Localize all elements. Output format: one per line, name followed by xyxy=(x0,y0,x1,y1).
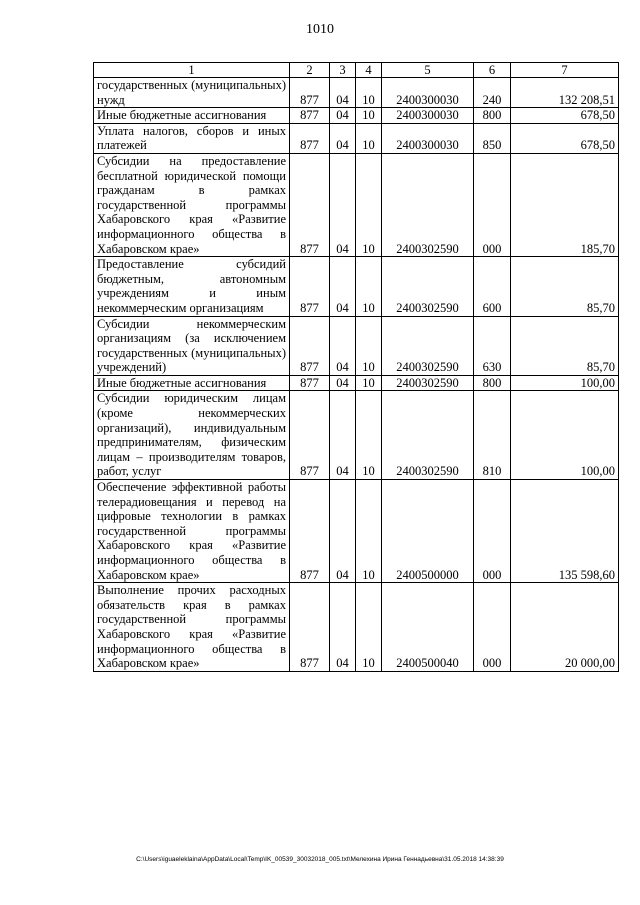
row-code-cell: 877 xyxy=(290,108,330,124)
row-section-cell: 04 xyxy=(330,78,356,108)
row-name-cell: Иные бюджетные ассигнования xyxy=(94,375,290,391)
row-target-cell: 2400302590 xyxy=(382,375,474,391)
row-amount-cell: 678,50 xyxy=(511,123,619,153)
row-amount-cell: 185,70 xyxy=(511,153,619,256)
row-section-cell: 04 xyxy=(330,257,356,316)
row-subsection-cell: 10 xyxy=(356,108,382,124)
header-cell-6: 6 xyxy=(474,63,511,78)
row-target-cell: 2400302590 xyxy=(382,316,474,375)
row-target-cell: 2400300030 xyxy=(382,78,474,108)
row-code-cell: 877 xyxy=(290,316,330,375)
row-code-cell: 877 xyxy=(290,375,330,391)
header-cell-4: 4 xyxy=(356,63,382,78)
row-subsection-cell: 10 xyxy=(356,480,382,583)
row-code-cell: 877 xyxy=(290,257,330,316)
header-cell-1: 1 xyxy=(94,63,290,78)
row-section-cell: 04 xyxy=(330,480,356,583)
row-target-cell: 2400302590 xyxy=(382,391,474,480)
row-subsection-cell: 10 xyxy=(356,153,382,256)
page-number: 1010 xyxy=(306,22,334,37)
row-code-cell: 877 xyxy=(290,153,330,256)
row-target-cell: 2400500040 xyxy=(382,583,474,672)
row-name-cell: Обеспечение эффективной работы телерадиовещания и перевод на цифровые технологии в рамках государственной программы Хабаровского края «Развитие информационного общества в Хабаровском крае» xyxy=(94,480,290,583)
row-type-cell: 850 xyxy=(474,123,511,153)
row-name-cell: Субсидии на предоставление бесплатной юридической помощи гражданам в рамках государственной программы Хабаровского края «Развитие информационного общества в Хабаровском крае» xyxy=(94,153,290,256)
row-name-cell: Иные бюджетные ассигнования xyxy=(94,108,290,124)
row-section-cell: 04 xyxy=(330,108,356,124)
row-type-cell: 600 xyxy=(474,257,511,316)
row-target-cell: 2400300030 xyxy=(382,123,474,153)
row-amount-cell: 85,70 xyxy=(511,316,619,375)
table-row xyxy=(94,123,619,153)
row-subsection-cell: 10 xyxy=(356,316,382,375)
table-row xyxy=(94,108,619,124)
table-row xyxy=(94,78,619,108)
table-row xyxy=(94,257,619,316)
row-section-cell: 04 xyxy=(330,153,356,256)
row-type-cell: 800 xyxy=(474,375,511,391)
row-target-cell: 2400300030 xyxy=(382,108,474,124)
header-cell-3: 3 xyxy=(330,63,356,78)
row-name-cell: Субсидии некоммерческим организациям (за исключением государственных (муниципальных) учреждений) xyxy=(94,316,290,375)
row-subsection-cell: 10 xyxy=(356,583,382,672)
row-name-cell: Выполнение прочих расходных обязательств края в рамках государственной программы Хабаровского края «Развитие информационного общества в Хабаровском крае» xyxy=(94,583,290,672)
row-subsection-cell: 10 xyxy=(356,257,382,316)
row-type-cell: 810 xyxy=(474,391,511,480)
row-name-cell: Предоставление субсидий бюджетным, автономным учреждениям и иным некоммерческим организациям xyxy=(94,257,290,316)
row-section-cell: 04 xyxy=(330,123,356,153)
table-row xyxy=(94,583,619,672)
row-type-cell: 800 xyxy=(474,108,511,124)
row-type-cell: 000 xyxy=(474,583,511,672)
table-row xyxy=(94,375,619,391)
row-name-cell: Субсидии юридическим лицам (кроме некоммерческих организаций), индивидуальным предпринимателям, физическим лицам – производителям товаров, работ, услуг xyxy=(94,391,290,480)
row-type-cell: 240 xyxy=(474,78,511,108)
row-code-cell: 877 xyxy=(290,391,330,480)
row-type-cell: 000 xyxy=(474,480,511,583)
header-cell-2: 2 xyxy=(290,63,330,78)
row-amount-cell: 85,70 xyxy=(511,257,619,316)
row-amount-cell: 135 598,60 xyxy=(511,480,619,583)
row-code-cell: 877 xyxy=(290,78,330,108)
row-subsection-cell: 10 xyxy=(356,78,382,108)
row-subsection-cell: 10 xyxy=(356,123,382,153)
row-amount-cell: 100,00 xyxy=(511,391,619,480)
table-row xyxy=(94,153,619,256)
header-row xyxy=(94,63,619,78)
row-code-cell: 877 xyxy=(290,480,330,583)
row-code-cell: 877 xyxy=(290,123,330,153)
row-type-cell: 630 xyxy=(474,316,511,375)
row-target-cell: 2400500000 xyxy=(382,480,474,583)
table-row xyxy=(94,480,619,583)
budget-table xyxy=(93,62,619,672)
row-subsection-cell: 10 xyxy=(356,375,382,391)
row-type-cell: 000 xyxy=(474,153,511,256)
table-row xyxy=(94,391,619,480)
row-subsection-cell: 10 xyxy=(356,391,382,480)
row-section-cell: 04 xyxy=(330,583,356,672)
table-row xyxy=(94,316,619,375)
row-target-cell: 2400302590 xyxy=(382,153,474,256)
row-amount-cell: 132 208,51 xyxy=(511,78,619,108)
row-section-cell: 04 xyxy=(330,316,356,375)
row-amount-cell: 20 000,00 xyxy=(511,583,619,672)
row-code-cell: 877 xyxy=(290,583,330,672)
row-name-cell: государственных (муниципальных) нужд xyxy=(94,78,290,108)
row-target-cell: 2400302590 xyxy=(382,257,474,316)
header-cell-7: 7 xyxy=(511,63,619,78)
row-section-cell: 04 xyxy=(330,375,356,391)
footer-file-path: C:\Users\iguaeleklaina\AppData\Local\Temp\IK_00539_30032018_005.txt\Мелехина Ирина Геннадьевна\31.05.2018 14:38:39 xyxy=(136,856,504,863)
row-section-cell: 04 xyxy=(330,391,356,480)
row-name-cell: Уплата налогов, сборов и иных платежей xyxy=(94,123,290,153)
header-cell-5: 5 xyxy=(382,63,474,78)
row-amount-cell: 678,50 xyxy=(511,108,619,124)
row-amount-cell: 100,00 xyxy=(511,375,619,391)
